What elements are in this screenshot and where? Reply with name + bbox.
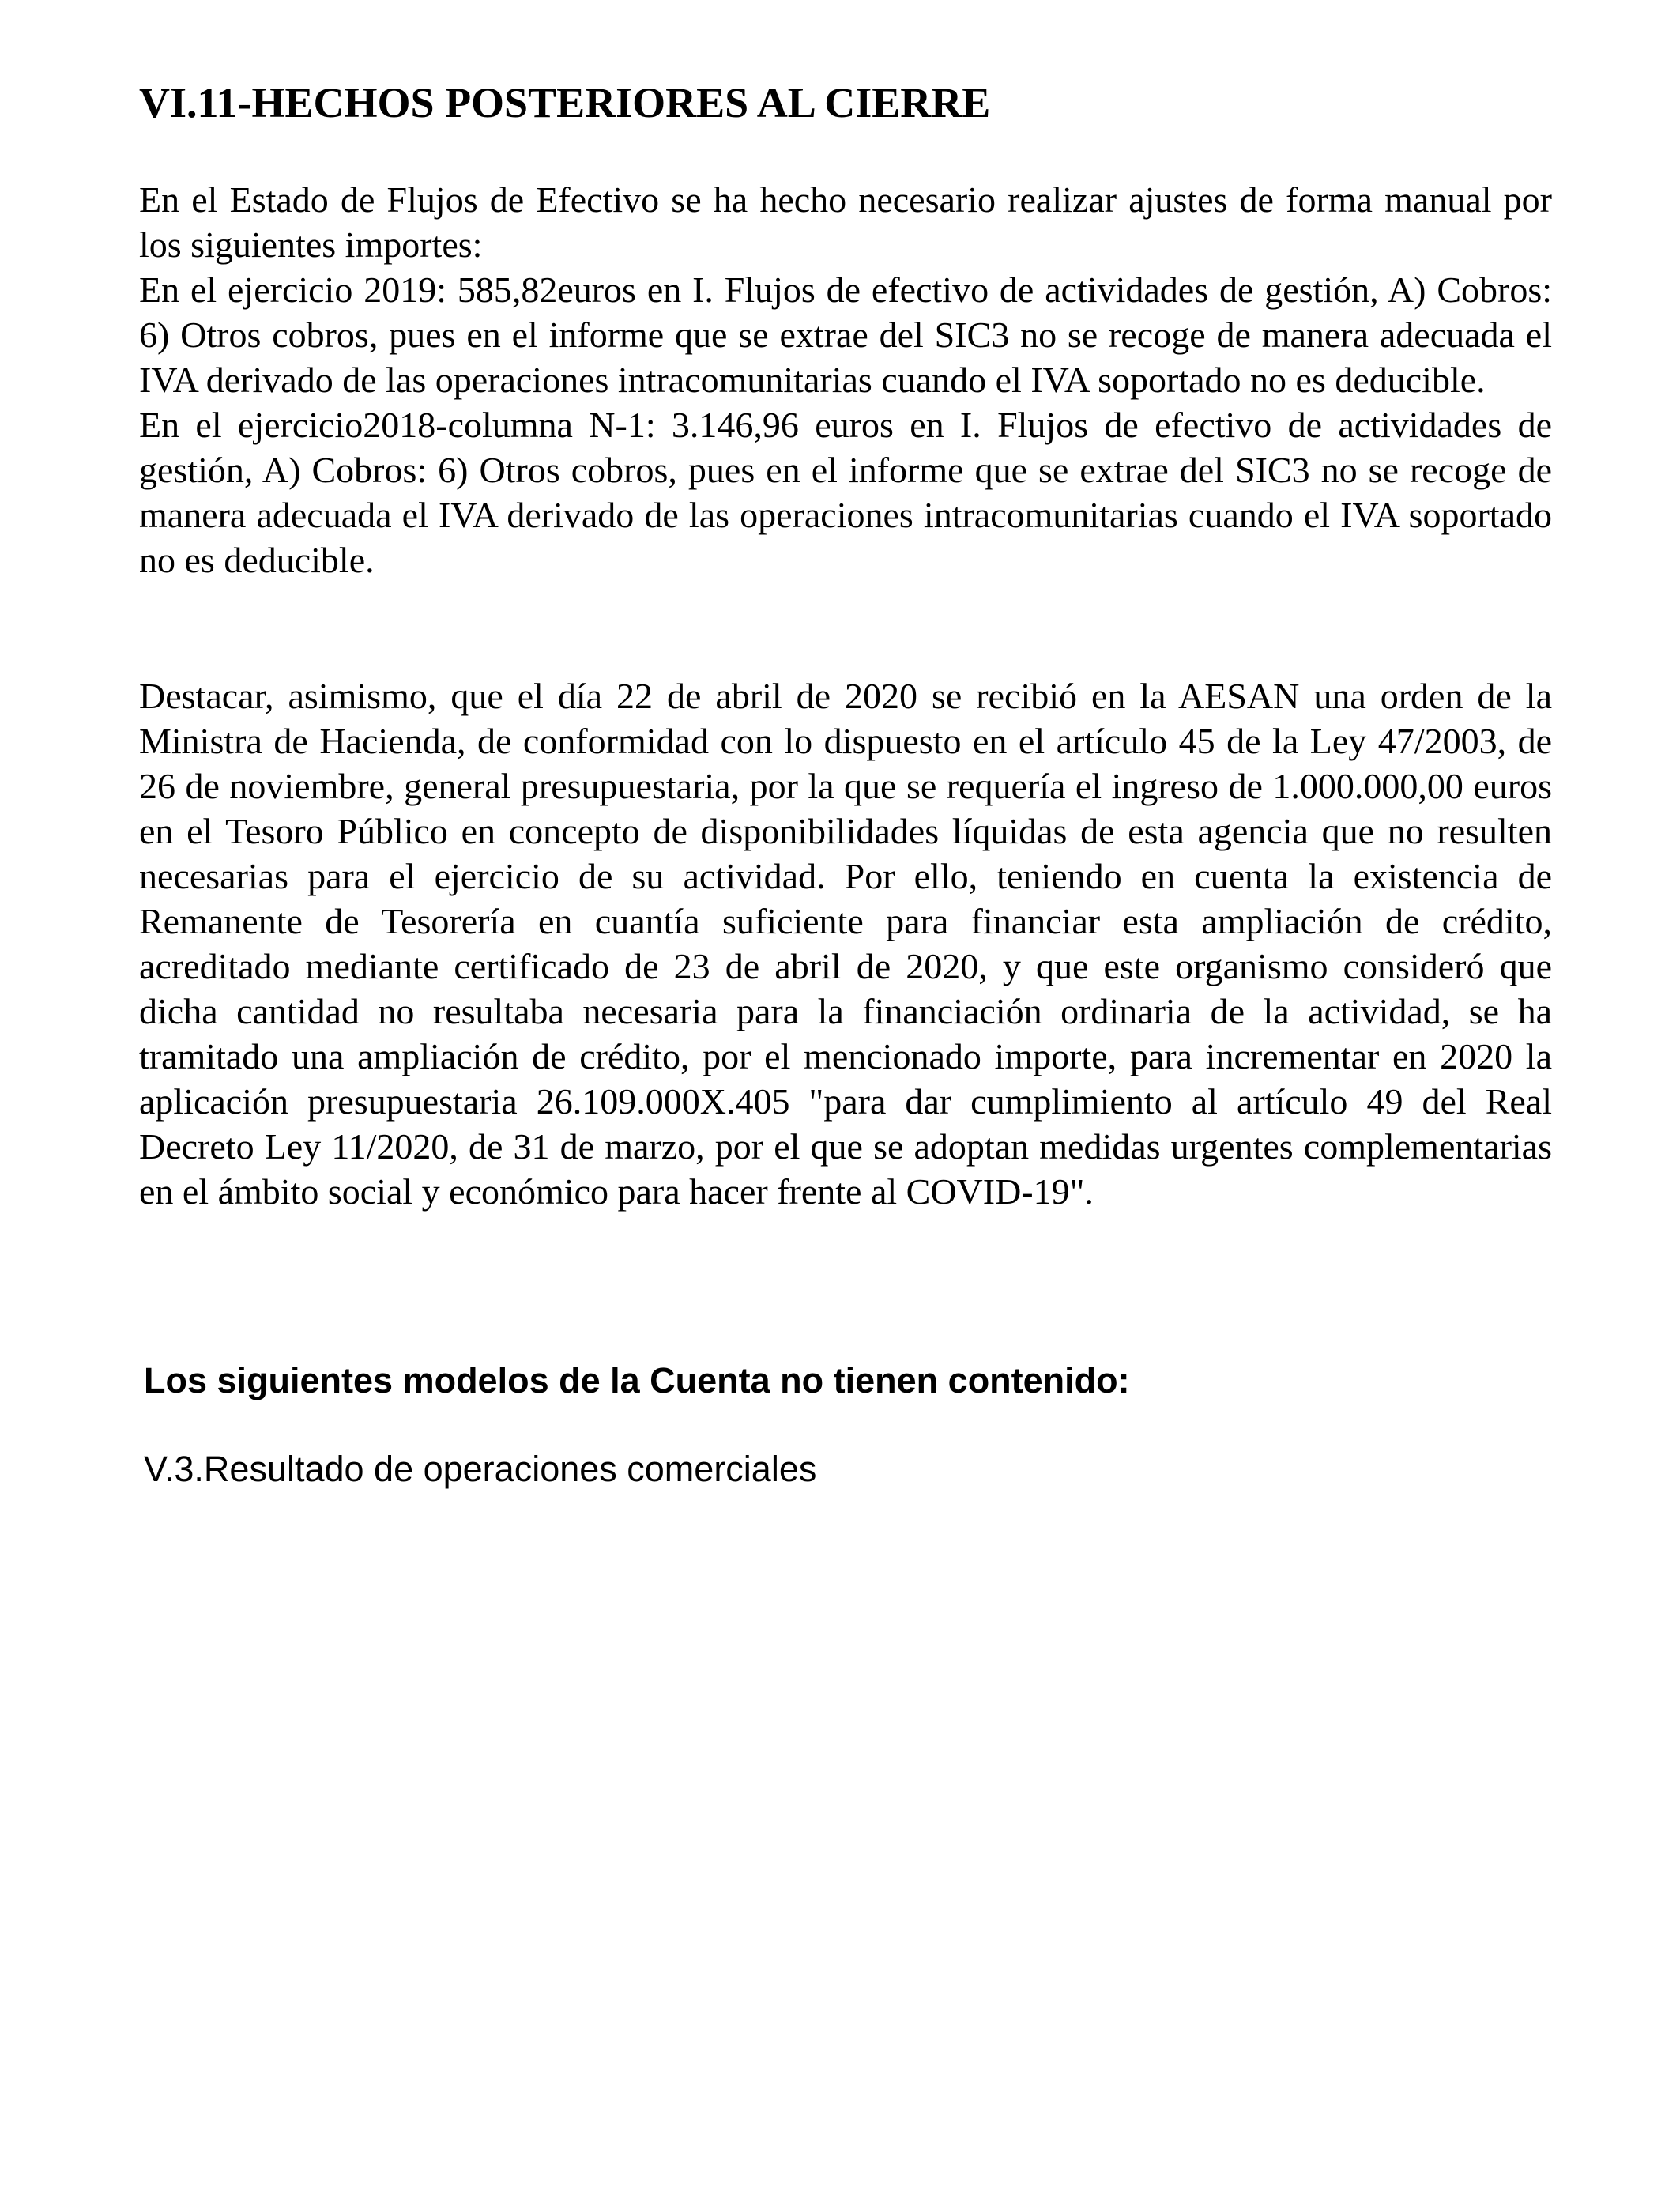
fiscal-year-2019-paragraph: En el ejercicio 2019: 585,82euros en I. Flujos de efectivo de actividades de gestión, A) Cobros: 6) Otros cobros, pues en el informe que se extrae del SIC3 no se recoge de manera adecuada el IVA derivado de las operaciones intracomunitarias cuando el IVA soportado no es deducible. xyxy=(139,270,1552,400)
empty-models-heading: Los siguientes modelos de la Cuenta no tienen contenido: xyxy=(144,1360,1130,1400)
empty-model-item: V.3.Resultado de operaciones comerciales xyxy=(144,1449,817,1489)
treasury-order-section xyxy=(139,673,1552,1214)
treasury-order-paragraph: Destacar, asimismo, que el día 22 de abril de 2020 se recibió en la AESAN una orden de la Ministra de Hacienda, de conformidad con lo dispuesto en el artículo 45 de la Ley 47/2003, de 26 de noviembre, general presupuestaria, por la que se requería el ingreso de 1.000.000,00 euros en el Tesoro Público en concepto de disponibilidades líquidas de esta agencia que no resulten necesarias para el ejercicio de su actividad. Por ello, teniendo en cuenta la existencia de Remanente de Tesorería en cuantía suficiente para financiar esta ampliación de crédito, acreditado mediante certificado de 23 de abril de 2020, y que este organismo consideró que dicha cantidad no resultaba necesaria para la financiación ordinaria de la actividad, se ha tramitado una ampliación de crédito, por el mencionado importe, para incrementar en 2020 la aplicación presupuestaria 26.109.000X.405 "para dar cumplimiento al artículo 49 del Real Decreto Ley 11/2020, de 31 de marzo, por el que se adoptan medidas urgentes complementarias en el ámbito social y económico para hacer frente al COVID-19". xyxy=(139,676,1552,1212)
document-title: VI.11-HECHOS POSTERIORES AL CIERRE xyxy=(139,79,991,126)
cash-flow-intro-paragraph: En el Estado de Flujos de Efectivo se ha hecho necesario realizar ajustes de forma manual por los siguientes importes: xyxy=(139,179,1552,265)
cash-flow-adjustments-section xyxy=(139,177,1552,582)
fiscal-year-2018-paragraph: En el ejercicio2018-columna N-1: 3.146,96 euros en I. Flujos de efectivo de actividades de gestión, A) Cobros: 6) Otros cobros, pues en el informe que se extrae del SIC3 no se recoge de manera adecuada el IVA derivado de las operaciones intracomunitarias cuando el IVA soportado no es deducible. xyxy=(139,405,1552,580)
